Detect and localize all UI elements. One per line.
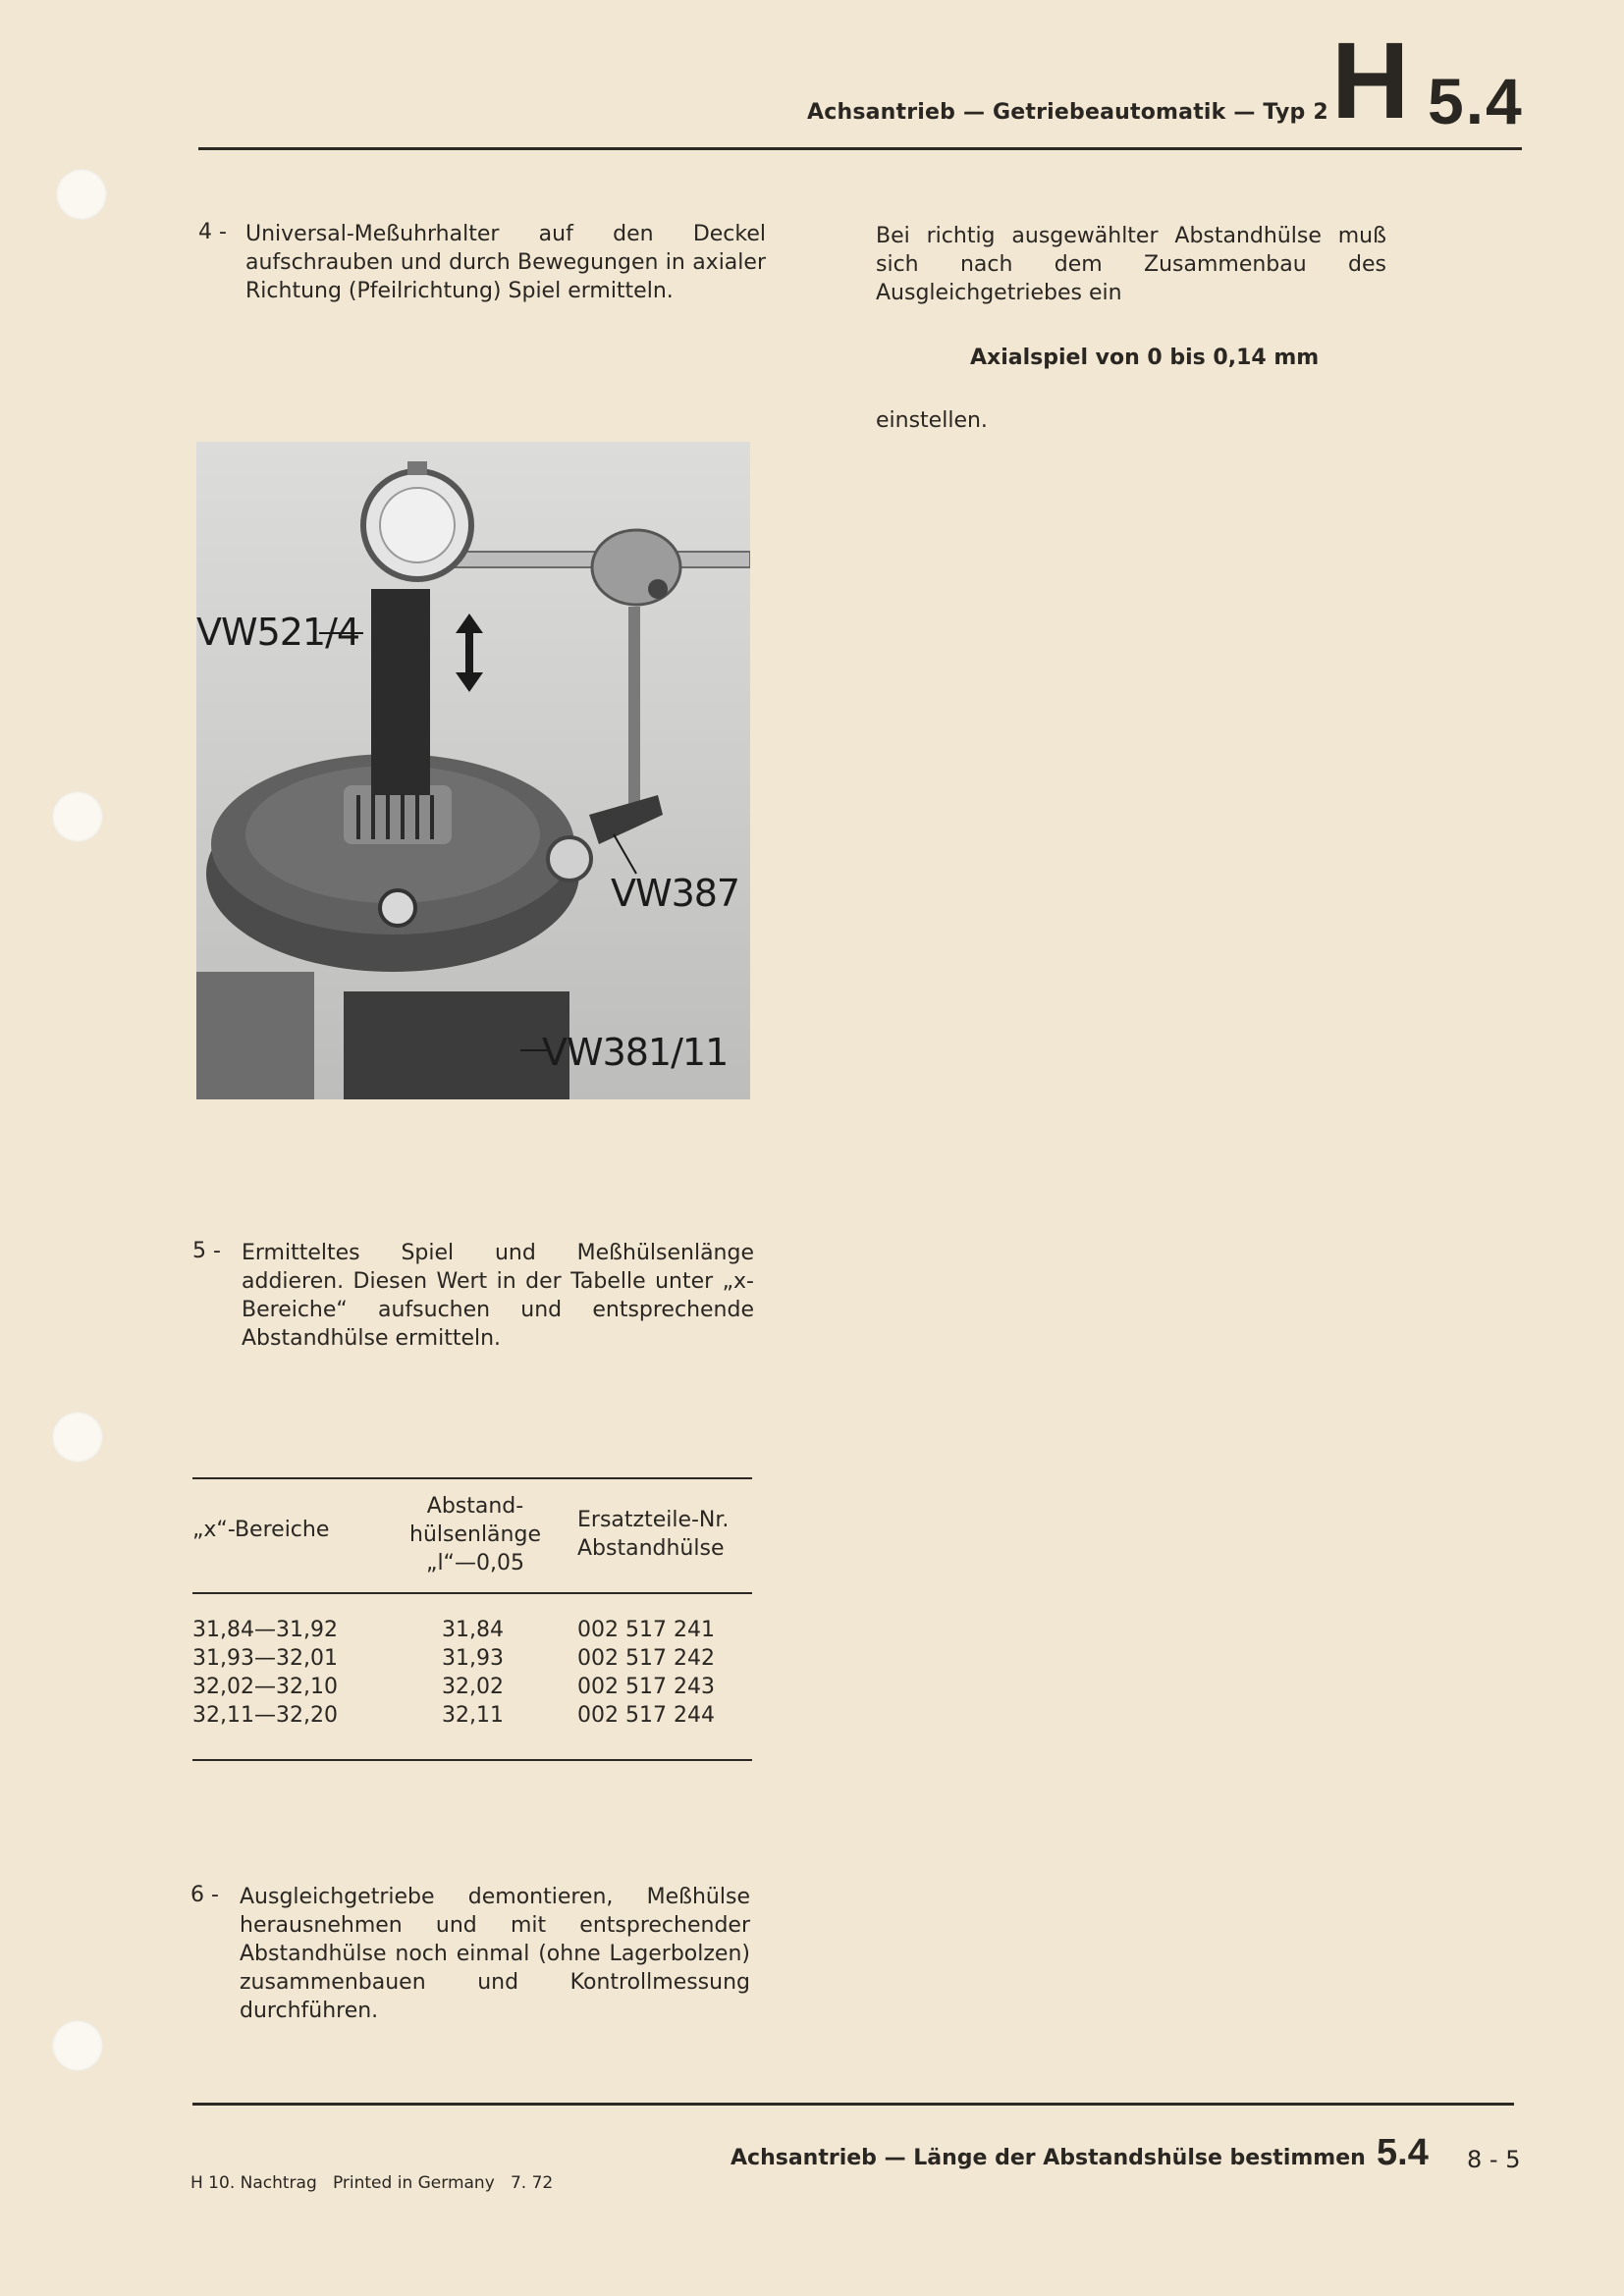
step-number: 6 -	[190, 1883, 219, 1907]
page-number: 8 - 5	[1467, 2146, 1521, 2173]
header-title: Achsantrieb — Getriebeautomatik — Typ 2	[807, 100, 1328, 125]
axial-play-outro: einstellen.	[876, 408, 988, 433]
x-range-cell: 32,02—32,10	[192, 1675, 338, 1699]
section-letter: H	[1331, 21, 1410, 141]
x-range-cell: 31,84—31,92	[192, 1618, 338, 1642]
footer-section: 5.4	[1377, 2132, 1429, 2173]
axial-play-spec: Axialspiel von 0 bis 0,14 mm	[970, 346, 1320, 370]
header-rule	[198, 147, 1522, 150]
table-top-rule	[192, 1477, 752, 1479]
dial-gauge-setup-illustration	[196, 442, 750, 1099]
imprint: H 10. Nachtrag Printed in Germany 7. 72	[190, 2173, 554, 2193]
footer-title: Achsantrieb — Länge der Abstandshülse bestimmen	[731, 2146, 1366, 2170]
x-range-cell: 32,11—32,20	[192, 1703, 338, 1728]
spacer-length-cell: 32,02	[442, 1675, 504, 1699]
binder-hole	[52, 2020, 103, 2071]
step-number: 5 -	[192, 1239, 221, 1263]
x-range-cell: 31,93—32,01	[192, 1646, 338, 1671]
spacer-length-cell: 32,11	[442, 1703, 504, 1728]
binder-hole	[52, 1412, 103, 1463]
step-text: Ausgleichgetriebe demontieren, Meßhülse herausnehmen und mit entsprechender Abstandhülse noch einmal (ohne Lagerbolzen) zusammenbauen und Kontrollmessung durchführen.	[240, 1885, 750, 2023]
part-number-cell: 002 517 242	[577, 1646, 715, 1671]
step-number: 4 -	[198, 220, 227, 244]
binder-hole	[52, 791, 103, 842]
table-header-rule	[192, 1592, 752, 1594]
tool-label-vw387: VW387	[611, 872, 740, 915]
spacer-length-cell: 31,84	[442, 1618, 504, 1642]
axial-play-intro: Bei richtig ausgewählter Abstandhülse muß sich nach dem Zusammenbau des Ausgleichgetriebes ein	[876, 224, 1386, 305]
photo	[196, 442, 750, 1099]
step-text: Ermitteltes Spiel und Meßhülsenlänge addieren. Diesen Wert in der Tabelle unter „x-Bereiche“ aufsuchen und entsprechende Abstandhülse ermitteln.	[242, 1241, 754, 1351]
table-bottom-rule	[192, 1759, 752, 1761]
part-number-cell: 002 517 243	[577, 1675, 715, 1699]
table-header-part-number: Ersatzteile-Nr. Abstandhülse	[577, 1508, 730, 1561]
section-number: 5.4	[1428, 65, 1524, 137]
table-row	[192, 1646, 742, 1675]
tool-label-vw521-4: VW521/4	[196, 611, 360, 654]
table-row	[192, 1675, 742, 1703]
binder-hole	[56, 169, 107, 220]
table-header-x-range: „x“-Bereiche	[192, 1518, 330, 1542]
part-number-cell: 002 517 244	[577, 1703, 715, 1728]
tool-label-vw381-11: VW381/11	[542, 1031, 729, 1074]
table-row	[192, 1618, 742, 1646]
table-header-spacer-length: Abstand-hülsenlänge „l“—0,05	[409, 1494, 541, 1575]
step-text: Universal-Meßuhrhalter auf den Deckel aufschrauben und durch Bewegungen in axialer Richtung (Pfeilrichtung) Spiel ermitteln.	[245, 222, 766, 303]
table-row	[192, 1703, 742, 1732]
spacer-length-cell: 31,93	[442, 1646, 504, 1671]
footer-rule	[192, 2103, 1514, 2106]
part-number-cell: 002 517 241	[577, 1618, 715, 1642]
